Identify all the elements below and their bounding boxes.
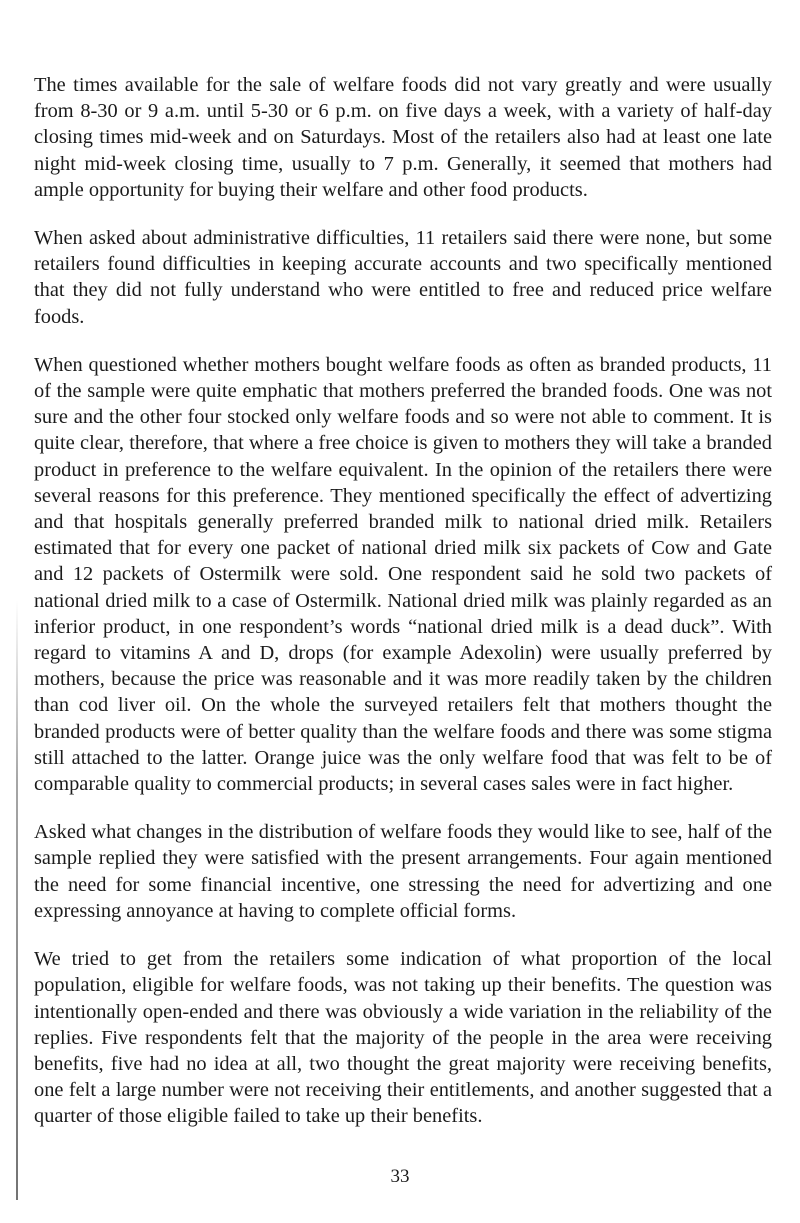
paragraph-uptake-of-benefits: We tried to get from the retailers some indication of what proportion of the local population, eligible for welfare foods, was not taking up their benefits. The question was intentionally open-ended and there was obviously a wide variation in the reliability of the replies. Five respondents felt that the majority of the people in the area were receiving benefits, five had no idea at all, two thought the great majority were receiving benefits, one felt a large number were not receiving their entitlements, and another suggested that a quarter of those eligible failed to take up their benefits.: [34, 948, 772, 1128]
paragraph-distribution-changes: Asked what changes in the distribution of welfare foods they would like to see, half of the sample replied they were satisfied with the present arrangements. Four again mentioned the need for some financial incentive, one stressing the need for advertizing and one expressing annoyance at having to complete official forms.: [34, 821, 772, 922]
paragraph-branded-preference: When questioned whether mothers bought welfare foods as often as branded products, 11 of the sample were quite emphatic that mothers preferred the branded foods. One was not sure and the other four stocked only welfare foods and so were not able to comment. It is quite clear, therefore, that where a free choice is given to mothers they will take a branded product in preference to the welfare equivalent. In the opinion of the retailers there were several reasons for this preference. They mentioned specifically the effect of advertizing and that hospitals generally preferred branded milk to national dried milk. Retailers estimated that for every one packet of national dried milk six packets of Cow and Gate and 12 packets of Ostermilk were sold. One respondent said he sold two packets of national dried milk to a case of Ostermilk. National dried milk was plainly regarded as an inferior product, in one respondent’s words “national dried milk is a dead duck”. With regard to vitamins A and D, drops (for example Adexolin) were usually preferred by mothers, because the price was reasonable and it was more readily taken by the children than cod liver oil. On the whole the surveyed retailers felt that mothers thought the branded products were of better quality than the welfare foods and there was some stigma still attached to the latter. Orange juice was the only welfare food that was felt to be of comparable quality to commercial products; in several cases sales were in fact higher.: [34, 353, 772, 796]
paragraph-administrative-difficulties: When asked about administrative difficulties, 11 retailers said there were none, but some retailers found difficulties in keeping accurate accounts and two specifically mentioned that they did not fully understand who were entitled to free and reduced price welfare foods.: [34, 227, 772, 328]
document-page: [34, 72, 772, 1152]
page-number: 33: [390, 1166, 410, 1187]
paragraph-opening-times: The times available for the sale of welfare foods did not vary greatly and were usually from 8-30 or 9 a.m. until 5-30 or 6 p.m. on five days a week, with a variety of half-day closing times mid-week and on Saturdays. Most of the retailers also had at least one late night mid-week closing time, usually to 7 p.m. Generally, it seemed that mothers had ample opportunity for buying their welfare and other food products.: [34, 74, 772, 201]
scan-edge-shadow: [16, 600, 18, 1200]
